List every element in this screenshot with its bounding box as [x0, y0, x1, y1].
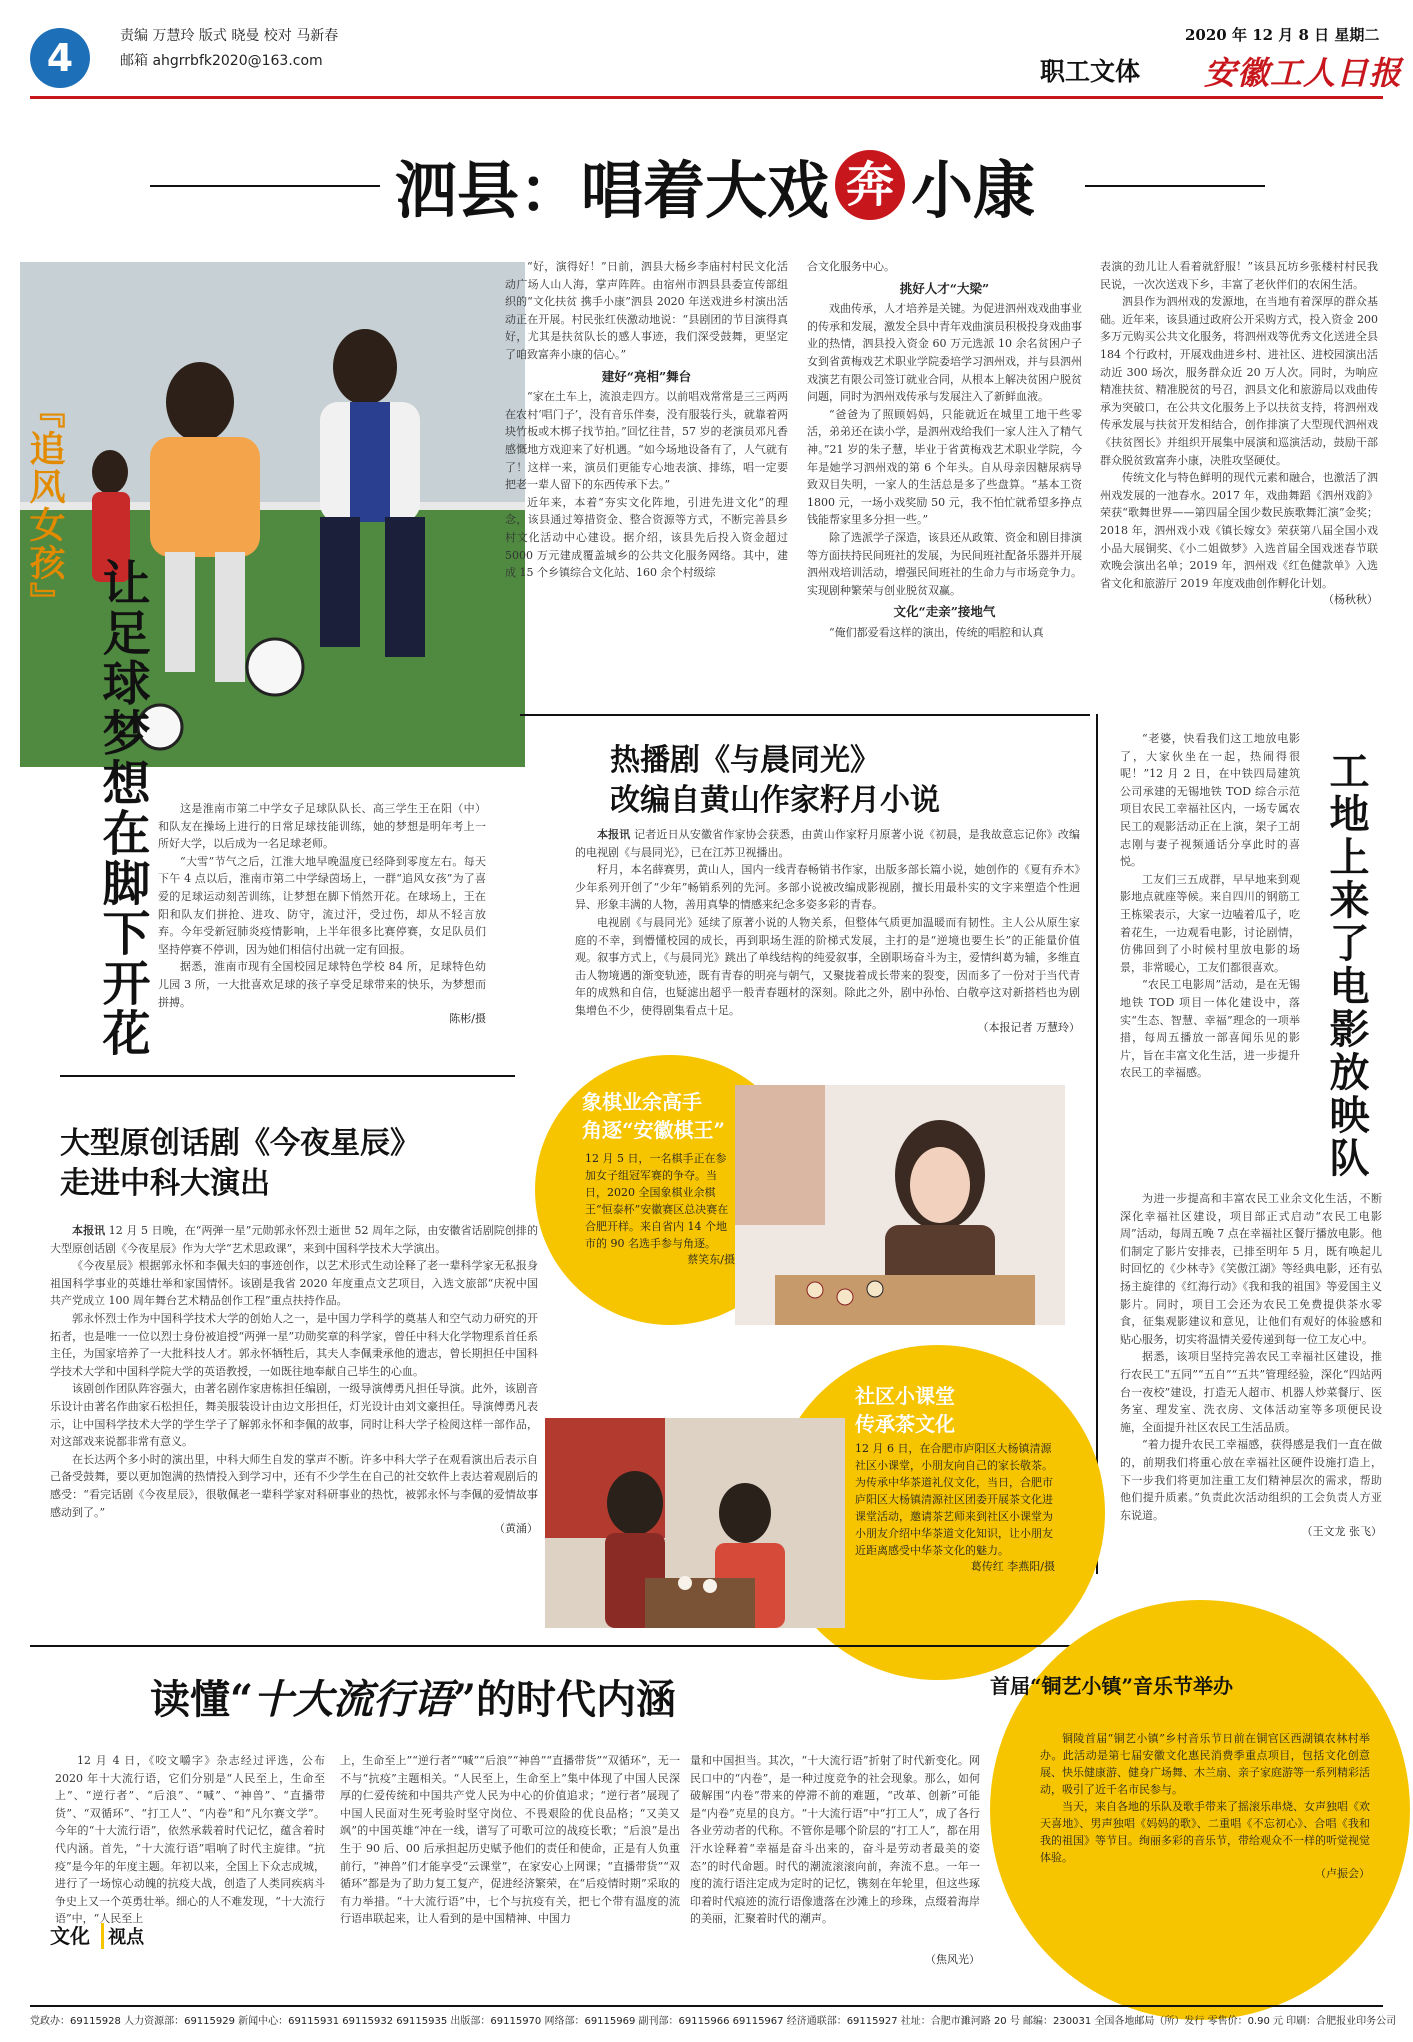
- page-number-badge: [30, 28, 90, 88]
- sixian-col3: [1100, 258, 1378, 608]
- music-title: 首届“铜艺小镇”音乐节举办: [990, 1674, 1234, 1698]
- football-para: 这是淮南市第二中学女子足球队队长、高三学生王在阳（中）和队友在操场上进行的日常足球技能训练，她的梦想是明年考上一所好大学，以后成为一名足球老师。: [158, 802, 486, 851]
- chess-title-1: 象棋业余高手: [582, 1090, 702, 1114]
- sixian-subhead-1: 建好“亮相”舞台: [601, 368, 692, 384]
- music-credit: （卢振会）: [1315, 1867, 1370, 1880]
- drama-para: 电视剧《与晨同光》延续了原著小说的人物关系，但整体气质更加温暖而有韧性。主人公从原生家庭的不幸，到懵懂校园的成长，再到职场生涯的阶梯式发展，主打的是“逆境也要生长”的正能量价值观。叙事方式上，《与晨同光》跳出了单线结构的纯爱叙事，全剧职场奋斗为主，爱情纠葛为辅，多维直击人物境遇的渐变轨迹，既有青春的明亮与朝气，又聚拢着成长带来的裂变，因而多了一份对于当代青年的成熟和自信，也疑滤出超乎一般青春题材的深刻。除此之外，剧中孙怡、白敬亭这对新搭档也为剧集增色不少，使得剧集看点十足。: [575, 915, 1080, 1017]
- main-headline-glyph: 奔: [835, 150, 905, 220]
- chess-text: 12 月 5 日，一名棋手正在参加女子组冠军赛的争夺。当日，2020 全国象棋业余棋王“恒泰杯”安徽赛区总决赛在合肥开样。来自省内 14 个地市的 90 名选手参与角逐。: [585, 1152, 729, 1250]
- tea-title-2: 传承茶文化: [855, 1412, 955, 1436]
- cinema-para: 据悉，该项目坚持完善农民工幸福社区建设，推行农民工“五同”“五自”“五共”管理经验，深化“四站两台一夜校”建设，打造无人超市、机器人炒菜餐厅、医务室、理发室、洗衣房、文体活动室等多项便民设施，全面提升社区农民工生活品质。: [1120, 1350, 1382, 1434]
- sixian-col2: [807, 258, 1082, 641]
- cinema-body-top: [1120, 730, 1300, 1185]
- starry-lead: 本报讯: [72, 1224, 106, 1237]
- sixian-para: “家在土车上，流浪走四方。以前唱戏常常是三三两两在农村‘唱门子’，没有音乐伴奏，没有服装行头，就靠着两块竹板或木梆子找节拍。”回忆往昔，57 岁的老演员邓凡香感慨地方戏迎来了好机遇。“如今场地设备有了，人气就有了！这样一来，演员们更能专心地表演、排练，唱一定要把老一辈人留下的东西传承下去。”: [505, 390, 788, 492]
- chess-title-2: 角逐“安徽棋王”: [582, 1118, 726, 1142]
- sixian-para: 近年来，本着“夯实文化阵地，引进先进文化”的理念，该县通过筹措资金、整合资源等方式，不断完善县乡村文化活动中心建设。据介绍，该县先后投入资金超过 5000 万元建成覆盖城乡的公共文化服务网络。其中，建成 15 个乡镇综合文化站、160 余个村级综: [505, 495, 788, 580]
- drama-para: 籽月，本名薛赛男，黄山人，国内一线青春畅销书作家，出版多部长篇小说，她创作的《夏有乔木》少年系列开创了“少年”畅销系列的先河。多部小说被改编成影视剧，擅长用最朴实的文字来塑造个性迥异、形象丰满的人物，善用真挚的情感来纪念多姿多彩的青春。: [575, 863, 1080, 912]
- cinema-para: 为进一步提高和丰富农民工业余文化生活，不断深化幸福社区建设，项目部正式启动“农民工电影周”活动，每周五晚 7 点在幸福社区餐厅播放电影。他们制定了影片安排表，已排至明年 5 月，既有唤起儿时回忆的《少林寺》《笑傲江湖》等经典电影，还有弘扬主旋律的《红海行动》《我和我的祖国》等爱国主义影片。同时，项目工会还为农民工免费提供茶水零食，征集观影建议和意见，让他们有观好的体验感和贴心服务，切实将温情关爱传递到每一位工友心中。: [1120, 1192, 1382, 1346]
- cinema-para: “农民工电影周”活动，是在无锡地铁 TOD 项目一体化建设中，落实“生态、智慧、幸福”理念的一项举措，每周五播放一部喜闻乐见的影片，旨在丰富文化生活，进一步提升农民工的幸福感。: [1120, 978, 1300, 1080]
- sixian-para: “好，演得好！”日前，泗县大杨乡李庙村村民文化活动广场人山人海，掌声阵阵。由宿州市泗县县委宣传部组织的“文化扶贫 携手小康”泗县 2020 年送戏进乡村演出活动正在开展。村民张红侠激动地说：“县剧团的节目演得真好，尤其是扶贫队长的感人事迹，我们深受鼓舞，更坚定了咱致富奔小康的信心。”: [505, 260, 788, 361]
- chess-photo-art: [735, 1085, 1065, 1325]
- buzz-credit: （焦风光）: [925, 1953, 980, 1966]
- drama-lead: 本报讯: [597, 828, 631, 841]
- tea-credit: 葛传红 李燕阳/摄: [970, 1560, 1055, 1573]
- buzz-col2: [340, 1752, 680, 1977]
- football-para: “大雪”节气之后，江淮大地早晚温度已经降到零度左右。每天下午 4 点以后，淮南市第二中学绿茵场上，一群“追风女孩”为了喜爱的足球运动刻苦训练，让梦想在脚下悄然开花。在球场上，王在阳和队友们拼抢、进攻、防守，流过汗，受过伤，却从不轻言放弃。今年受新冠肺炎疫情影响，上半年很多比赛停赛，女足队员们坚持停赛不停训，因为她们相信付出就一定有回报。: [158, 854, 486, 956]
- starry-body: [50, 1222, 538, 1537]
- sixian-para: “爸爸为了照顾妈妈，只能就近在城里工地干些零活，弟弟还在读小学，是泗州戏给我们一家人注入了精气神。”21 岁的朱子慧，毕业于省黄梅戏艺术职业学院，今年是她学习泗州戏的第 6 个年头。自从母亲因糖尿病导致双目失明，一家人的生活总是多了些盘算。“基本工资 1800 元，一场小戏奖励 50 元，我不怕忙就希望多挣点钱能帮家里多分担一些。”: [807, 407, 1082, 527]
- starry-para: [50, 1222, 538, 1257]
- footer-rule: [30, 2005, 1383, 2007]
- drama-title-2: 改编自黄山作家籽月小说: [610, 783, 940, 818]
- email-line: 邮箱 ahgrrbfk2020@163.com: [120, 53, 323, 69]
- main-headline-right: 小康: [911, 153, 1036, 227]
- column-tag-2: 视点: [101, 1923, 144, 1949]
- section-name: 职工文体: [1040, 57, 1141, 86]
- tea-photo: [545, 1418, 845, 1628]
- tea-title-1: 社区小课堂: [855, 1384, 955, 1408]
- main-headline-left: 泗县：唱着大戏: [395, 153, 830, 227]
- starry-para-text: 12 月 5 日晚，在“两弹一星”元勋郭永怀烈士逝世 52 周年之际，由安徽省话剧院创排的大型原创话剧《今夜星辰》作为大学“艺术思政课”，来到中国科学技术大学演出。: [50, 1224, 538, 1255]
- buzz-text: 量和中国担当。其次，“十大流行语”折射了时代新变化。网民口中的“内卷”，是一种过度竞争的社会现象。那么，如何破解围“内卷”带来的停滞不前的难题，“改革、创新”可能是“内卷”克星的良方。“十大流行语”中“打工人”，成了各行各业劳动者的代称。不管你是哪个阶层的“打工人”，都在用汗水诠释着“幸福是奋斗出来的，奋斗是劳动者最美的姿态”的时代命题。时代的潮流滚滚向前，奔流不息。一年一度的流行语注定成为定时的记忆，镌刻在年轮里，但这些琢印着时代痕迹的流行语像遗落在沙滩上的珍珠，点缀着海岸的美丽，汇聚着时代的潮声。: [690, 1754, 980, 1926]
- starry-para: 该剧创作团队阵容强大，由著名剧作家唐栋担任编剧，一级导演傅勇凡担任导演。此外，该剧音乐设计由著名作曲家石松担任，舞美服装设计由边文彤担任，灯光设计由刘文豪担任。导演傅勇凡表示，让中国科学技术大学的学生学子了解郭永怀和李佩的故事，同时让科大学子检阅这样一部作品，对这部戏来说都非常有意义。: [50, 1382, 538, 1449]
- drama-para: [575, 826, 1080, 861]
- sixian-col3-start: 表演的劲儿让人看着就舒服！”该县瓦坊乡张楼村村民我民说，一次次送戏下乡，丰富了老伙伴们的农闲生活。: [1100, 260, 1378, 291]
- drama-para-text: 记者近日从安徽省作家协会获悉，由黄山作家籽月原著小说《初晨，是我故意忘记你》改编的电视剧《与晨同光》，已在江苏卫视播出。: [575, 828, 1081, 859]
- tea-caption: [855, 1440, 1055, 1575]
- masthead: 安徽工人日报: [1204, 54, 1403, 92]
- sixian-para: 泗县作为泗州戏的发源地，在当地有着深厚的群众基础。近年来，该县通过政府公开采购方式，投入资金 200 多万元购买公共文化服务，将泗州戏等优秀文化送进全县 184 个行政村，开展戏曲进乡村、进社区、进校园演出活动近 300 场次，服务群众近 20 万人次。同时，为响应精准扶贫、精准脱贫的号召，泗县文化和旅游局以戏曲传承为突破口，在公共文化服务上予以扶贫支持，将泗州戏传承发展与扶贫开发相结合，创作排演了大型现代泗州戏《扶贫图长》并组织开展集中展演和巡演活动，鼓励干部群众脱贫致富奔小康，决胜攻坚硬仗。: [1100, 295, 1378, 467]
- sixian-para: “俺们都爱看这样的演出，传统的唱腔和认真: [829, 625, 1044, 639]
- cinema-para: 工友们三五成群，早早地来到观影地点就座等候。来自四川的钢筋工王栋梁表示，大家一边嗑着瓜子，吃着花生，一边观看电影，讨论剧情，仿佛回到了小时候村里放电影的场景，非常暖心，工友们都很喜欢。: [1120, 872, 1300, 974]
- rule-right-column: [1096, 714, 1098, 1574]
- starry-credit: （黄涌）: [494, 1522, 538, 1536]
- starry-para: 在长达两个多小时的演出里，中科大师生自发的掌声不断。许多中科大学子在观看演出后表示自己备受鼓舞，要以更加饱满的热情投入到学习中，还有不少学生在自己的社交软件上表达着观剧后的感受：“看完话剧《今夜星辰》，很敬佩老一辈科学家对科研事业的热忱，被郭永怀与李佩的爱情故事感动到了。”: [50, 1452, 538, 1519]
- drama-title-1: 热播剧《与晨同光》: [610, 743, 880, 778]
- column-tag-1: 文化: [50, 1924, 90, 1948]
- sixian-col2-start: 合文化服务中心。: [807, 260, 895, 273]
- football-credit: 陈彬/摄: [449, 1012, 486, 1026]
- sixian-para: 戏曲传承，人才培养是关键。为促进泗州戏戏曲事业的传承和发展，激发全县中青年戏曲演员积极投身戏曲事业的热情，泗县投入资金 60 万元选派 10 余名贫困户子女到省黄梅戏艺术职业学院委培学习泗州戏，并与县泗州戏演艺有限公司签订就业合同，从根本上解决贫困户脱贫问题，同时为泗州戏传承与发展注入了新鲜血液。: [807, 302, 1082, 404]
- buzz-col1: [55, 1752, 325, 1926]
- buzz-title: [150, 1668, 676, 1725]
- drama-credit: （本报记者 万慧玲）: [977, 1020, 1080, 1034]
- editors-line: 责编 万慧玲 版式 晓曼 校对 马新春: [120, 28, 339, 44]
- football-para: 据悉，淮南市现有全国校园足球特色学校 84 所，足球特色幼儿园 3 所，一大批喜欢足球的孩子享受足球带来的快乐，为梦想而拼搏。: [158, 960, 486, 1009]
- cinema-body-bottom: [1120, 1190, 1382, 1540]
- buzz-text: 上，生命至上”“逆行者”“喊”“后浪”“神兽”“直播带货”“双循环”，无一不与“抗疫”主题相关。“人民至上，生命至上”集中体现了中国人民深厚的仁爱传统和中国共产党人民为中心的价值追求；“逆行者”展现了中国人民面对生死考验时坚守岗位、不畏艰险的优良品格；“又美又飒”的中国英雄“冲在一线，谱写了可歌可泣的战疫长歌；“后浪”是出生于 90 后、00 后承担起历史赋予他们的责任和使命，正是有人负重前行，“神兽”们才能享受“云课堂”，在家安心上网课；“直播带货”“双循环”都是为了助力复工复产，促进经济繁荣，在“后疫情时期”采取的有力举措。“十大流行语”中，七个与抗疫有关，把七个带有温度的流行语串联起来，让人看到的是中国精神、中国力: [340, 1754, 680, 1926]
- buzz-title-mid: 十大流行语: [253, 1676, 454, 1723]
- chess-photo: [735, 1085, 1065, 1325]
- page-number: 4: [46, 36, 74, 80]
- music-para: 当天，来自各地的乐队及歌手带来了摇滚乐串烧、女声独唱《欢天喜地》、男声独唱《妈妈的歌》、二重唱《不忘初心》、合唱《我和我的祖国》等节目。绚丽多彩的音乐节，带给观众不一样的听觉视觉体验。: [1040, 1800, 1370, 1864]
- tea-text: 12 月 6 日，在合肥市庐阳区大杨镇清源社区小课堂，小朋友向自己的家长敬茶。为传承中华茶道礼仪文化，当日，合肥市庐阳区大杨镇清源社区团委开展茶文化进课堂活动，邀请茶艺师来到社区小课堂为小朋友介绍中华茶道文化知识，让小朋友近距离感受中华茶文化的魅力。: [855, 1442, 1053, 1557]
- rule-sixian-bottom: [520, 714, 1090, 716]
- drama-body: [575, 826, 1080, 1036]
- column-tag: [50, 1920, 144, 1949]
- sixian-col1: [505, 258, 788, 582]
- football-kicker: 『追风女孩』: [24, 392, 66, 620]
- sixian-subhead-3: 文化“走亲”接地气: [893, 604, 996, 620]
- rule-buzz-top: [30, 1645, 1090, 1647]
- sixian-para: 传统文化与特色鲜明的现代元素和融合，也激活了泗州戏发展的一池春水。2017 年，戏曲舞蹈《泗州戏韵》荣获“歌舞世界——第四届全国少数民族歌舞汇演”金奖；2018 年，泗州戏小戏《镇长嫁女》荣获第八届全国小戏小品大展铜奖、《小二姐做梦》入选首届全国戏迷春节联欢晚会演出名单；2019 年，泗州戏《红色健款单》入选省文化和旅游厅 2019 年度戏曲创作孵化计划。: [1100, 471, 1378, 590]
- music-para: 铜陵首届“铜艺小镇”乡村音乐节日前在铜官区西湖镇农林村举办。此活动是第七届安徽文化惠民消费季重点项目，包括文化创意展、快乐健康游、健身广场舞、木兰扇、亲子家庭游等一系列精彩活动，吸引了近千名市民参与。: [1040, 1732, 1370, 1796]
- issue-date: 2020 年 12 月 8 日 星期二: [1185, 26, 1380, 44]
- footer-text: 党政办：69115928 人力资源部：69115929 新闻中心：69115931 69115932 69115935 出版部：69115970 网络部：69115969 副刊部：69115966 69115967 经济通联部：69115927 社址：合肥市濉河路 20 号 邮编：230031 全国各地邮局（所）发行 零售价：0.90 元 印刷：合肥报业印务公司: [30, 2016, 1397, 2027]
- tea-photo-art: [545, 1418, 845, 1628]
- main-headline: [395, 145, 1035, 225]
- starry-title-2: 走进中科大演出: [60, 1166, 270, 1201]
- cinema-para: “老婆，快看我们这工地放电影了，大家伙坐在一起，热闹得很呢！”12 月 2 日，在中铁四局建筑公司承建的无锡地铁 TOD 综合示范项目农民工幸福社区内，一场专属农民工的观影活动正在上演，架子工胡志刚与妻子视频通话分享此时的喜悦。: [1120, 732, 1300, 869]
- cinema-para: “着力提升农民工幸福感，获得感是我们一直在做的，前期我们将重心放在幸福社区硬件设施打造上，下一步我们将更加注重工友们精神层次的需求，帮助他们提升质素。”负责此次活动组织的工会负责人方亚东说道。: [1120, 1438, 1382, 1522]
- chess-credit: 蔡笑东/摄: [687, 1253, 735, 1266]
- starry-para: 《今夜星辰》根据郭永怀和李佩夫妇的事迹创作，以艺术形式生动诠释了老一辈科学家无私报身祖国科学事业的英雄壮举和家国情怀。该剧是我省 2020 年度重点文艺项目，入选文旅部“庆祝中国共产党成立 100 周年舞台艺术精品创作工程”重点扶持作品。: [50, 1259, 538, 1308]
- header-rule: [30, 96, 1383, 99]
- headline-rule-right: [1085, 185, 1265, 187]
- buzz-title-post: ”的时代内涵: [453, 1676, 677, 1723]
- buzz-text: 12 月 4 日，《咬文嚼字》杂志经过评选，公布 2020 年十大流行语，它们分别是“人民至上，生命至上”、“逆行者”、“后浪”、“喊”、“神兽”、“直播带货”、“双循环”、“打工人”、“内卷”和“凡尔赛文学”。今年的“十大流行语”，依然承载着时代记忆，蕴含着时代内涵。首先，“十大流行语”唱响了时代主旋律。“抗疫”是今年的年度主题。年初以来，全国上下众志成城，进行了一场惊心动魄的抗疫大战，创造了人类同疾病斗争史上又一个英勇壮举。细心的人不难发现，“十大流行语”中，“人民至上: [55, 1754, 325, 1926]
- football-caption: [158, 800, 486, 1027]
- sixian-para: 除了选派学子深造，该县还从政策、资金和剧目排演等方面扶持民间班社的发展，为民间班社配备乐器并开展泗州戏培训活动，增强民间班社的生命力与市场竞争力。实现剧种繁荣与创业脱贫双赢。: [807, 530, 1082, 597]
- cinema-title: 工地上来了电影放映队: [1323, 750, 1370, 1180]
- chess-title: [582, 1088, 725, 1144]
- football-title: 让足球梦想在脚下开花: [94, 558, 150, 1058]
- cinema-credit: （王文龙 张飞）: [1301, 1525, 1382, 1539]
- music-body: [1040, 1730, 1370, 1882]
- chess-caption: [585, 1150, 735, 1268]
- starry-para: 郭永怀烈士作为中国科学技术大学的创始人之一，是中国力学科学的奠基人和空气动力研究的开拓者，也是唯一一位以烈士身份被追授“两弹一星”功勋奖章的科学家，曾任中科大化学物理系首任系主任，为国家培养了一大批科技人才。郭永怀牺牲后，其夫人李佩秉承他的遗志，曾长期担任中国科学技术大学和中国科学院大学的英语教授，一如既往地奉献自己毕生的心血。: [50, 1311, 538, 1378]
- sixian-credit: （杨秋秋）: [1323, 593, 1378, 607]
- starry-title-1: 大型原创话剧《今夜星辰》: [60, 1126, 420, 1161]
- rule-starry-top: [60, 1075, 515, 1077]
- tea-title: [855, 1382, 955, 1438]
- buzz-col3: [690, 1752, 980, 1968]
- buzz-title-pre: 读懂“: [150, 1676, 254, 1723]
- sixian-subhead-2: 挑好人才“大梁”: [899, 280, 990, 296]
- headline-rule-left: [150, 185, 380, 187]
